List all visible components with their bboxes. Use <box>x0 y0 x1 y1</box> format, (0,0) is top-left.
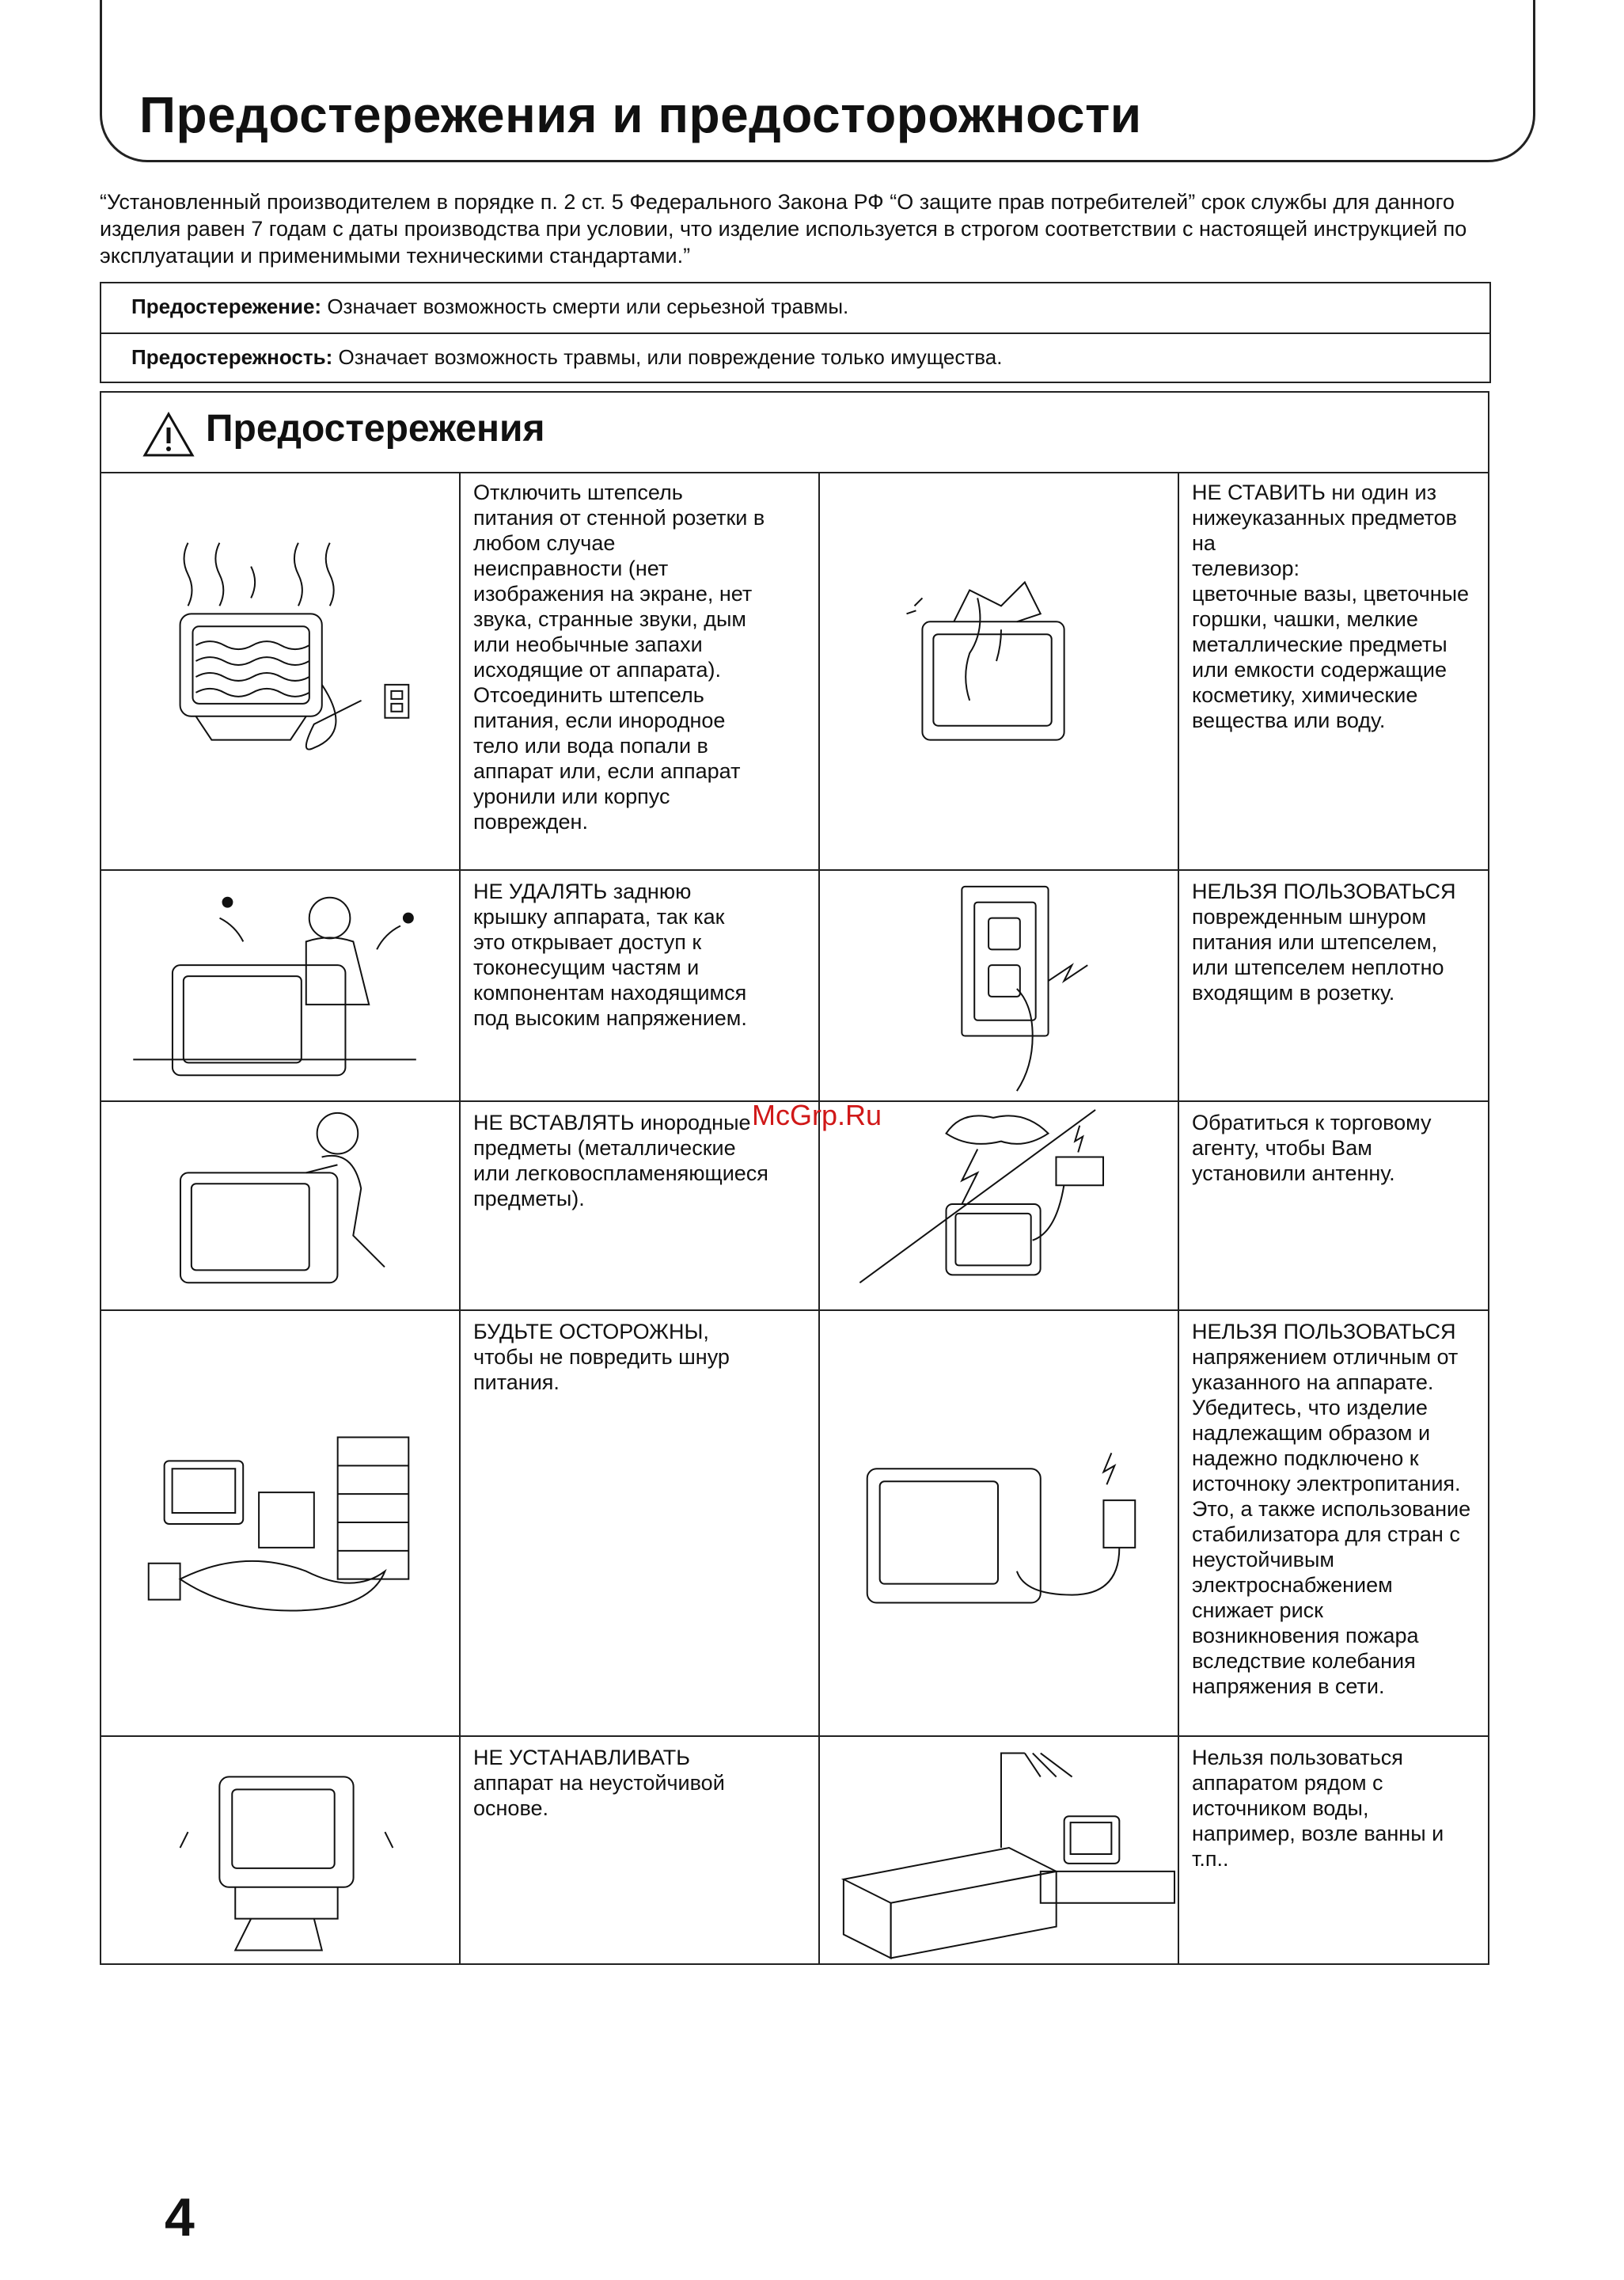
warnings-table <box>100 391 1489 1965</box>
unstable-base-illustration <box>101 1737 461 1965</box>
bath-water-illustration <box>820 1737 1179 1965</box>
warning-text-back-cover: НЕ УДАЛЯТЬ заднюю крышку аппарата, так как это открывает доступ к токонесущим частям и компонентам находящимся под высоким напряжением. <box>461 871 820 1100</box>
warning-triangle-icon <box>142 412 195 458</box>
table-row <box>101 871 1488 1102</box>
definition-text: Означает возможность травмы, или повреждение только имущества. <box>332 345 1003 369</box>
child-inserting-object-illustration <box>101 1102 461 1309</box>
table-row <box>101 1737 1488 1965</box>
tv-smoke-illustration <box>101 472 461 869</box>
warnings-title: Предостережения <box>206 408 545 450</box>
warning-text-unstable: НЕ УСТАНАВЛИВАТЬ аппарат на неустойчивой основе. <box>461 1737 820 1965</box>
definition-caution <box>101 332 1489 382</box>
service-life-note: “Установленный производителем в порядке п. 2 ст. 5 Федерального Закона РФ “О защите прав потребителей” срок службы для данного изделия равен 7 годам с даты производства при условии, что изделие используется в строгом соответствии с настоящей инструкцией по эксплуатации и применимыми техническими стандартами.” <box>100 190 1467 268</box>
definition-term: Предостережность: <box>131 345 333 369</box>
warning-text-cord-care: БУДЬТЕ ОСТОРОЖНЫ, чтобы не повредить шнур питания. <box>461 1311 820 1735</box>
warnings-header <box>101 393 1488 473</box>
power-cord-damage-illustration <box>101 1311 461 1735</box>
wrong-voltage-illustration <box>820 1311 1179 1735</box>
definitions-table <box>100 282 1491 383</box>
antenna-lightning-illustration <box>820 1102 1179 1309</box>
table-row <box>101 1311 1488 1737</box>
vase-on-tv-illustration <box>820 472 1179 869</box>
warning-text-no-objects: НЕ СТАВИТЬ ни один из нижеуказанных предметов на телевизор: цветочные вазы, цветочные горшки, чашки, мелкие металлические предметы или емкости содержащие косметику, химические вещества или воду. <box>1192 481 1470 732</box>
warning-text-antenna: Обратиться к торговому агенту, чтобы Вам установили антенну. <box>1192 1111 1432 1185</box>
definition-term: Предостережение: <box>131 294 322 318</box>
back-cover-illustration <box>101 871 461 1100</box>
table-row <box>101 1102 1488 1311</box>
definition-text: Означает возможность смерти или серьезной травмы. <box>321 294 849 318</box>
damaged-plug-illustration <box>820 871 1179 1100</box>
warnings-grid <box>101 472 1488 1965</box>
page-title: Предостережения и предосторожности <box>139 86 1142 143</box>
warning-text-damaged-cord: НЕЛЬЗЯ ПОЛЬЗОВАТЬСЯ поврежденным шнуром питания или штепселем, или штепселем неплотно входящим в розетку. <box>1192 880 1456 1005</box>
warning-text-water: Нельзя пользоваться аппаратом рядом с источником воды, например, возле ванны и т.п.. <box>1192 1746 1444 1871</box>
watermark: McGrp.Ru <box>752 1099 882 1131</box>
warning-text-foreign-objects: НЕ ВСТАВЛЯТЬ инородные предметы (металлические или легковоспламеняющиеся предметы). <box>461 1102 820 1309</box>
table-row <box>101 472 1488 871</box>
definition-warning <box>101 283 1489 332</box>
warning-text-unplug: Отключить штепсель питания от стенной розетки в любом случае неисправности (нет изображения на экране, нет звука, странные звуки, дым или необычные запахи исходящие от аппарата). Отсоединить штепсель питания, если инородное тело или вода попали в аппарат или, если аппарат уронили или корпус поврежден. <box>461 472 820 869</box>
page-number: 4 <box>165 2187 195 2248</box>
warning-text-voltage: НЕЛЬЗЯ ПОЛЬЗОВАТЬСЯ напряжением отличным от указанного на аппарате. Убедитесь, что изделие надлежащим образом и надежно подключено к источноку электропитания. Это, а также использование стабилизатора для стран с неустойчивым электроснабжением снижает риск возникновения пожара вследствие колебания напряжения в сети. <box>1192 1320 1471 1698</box>
